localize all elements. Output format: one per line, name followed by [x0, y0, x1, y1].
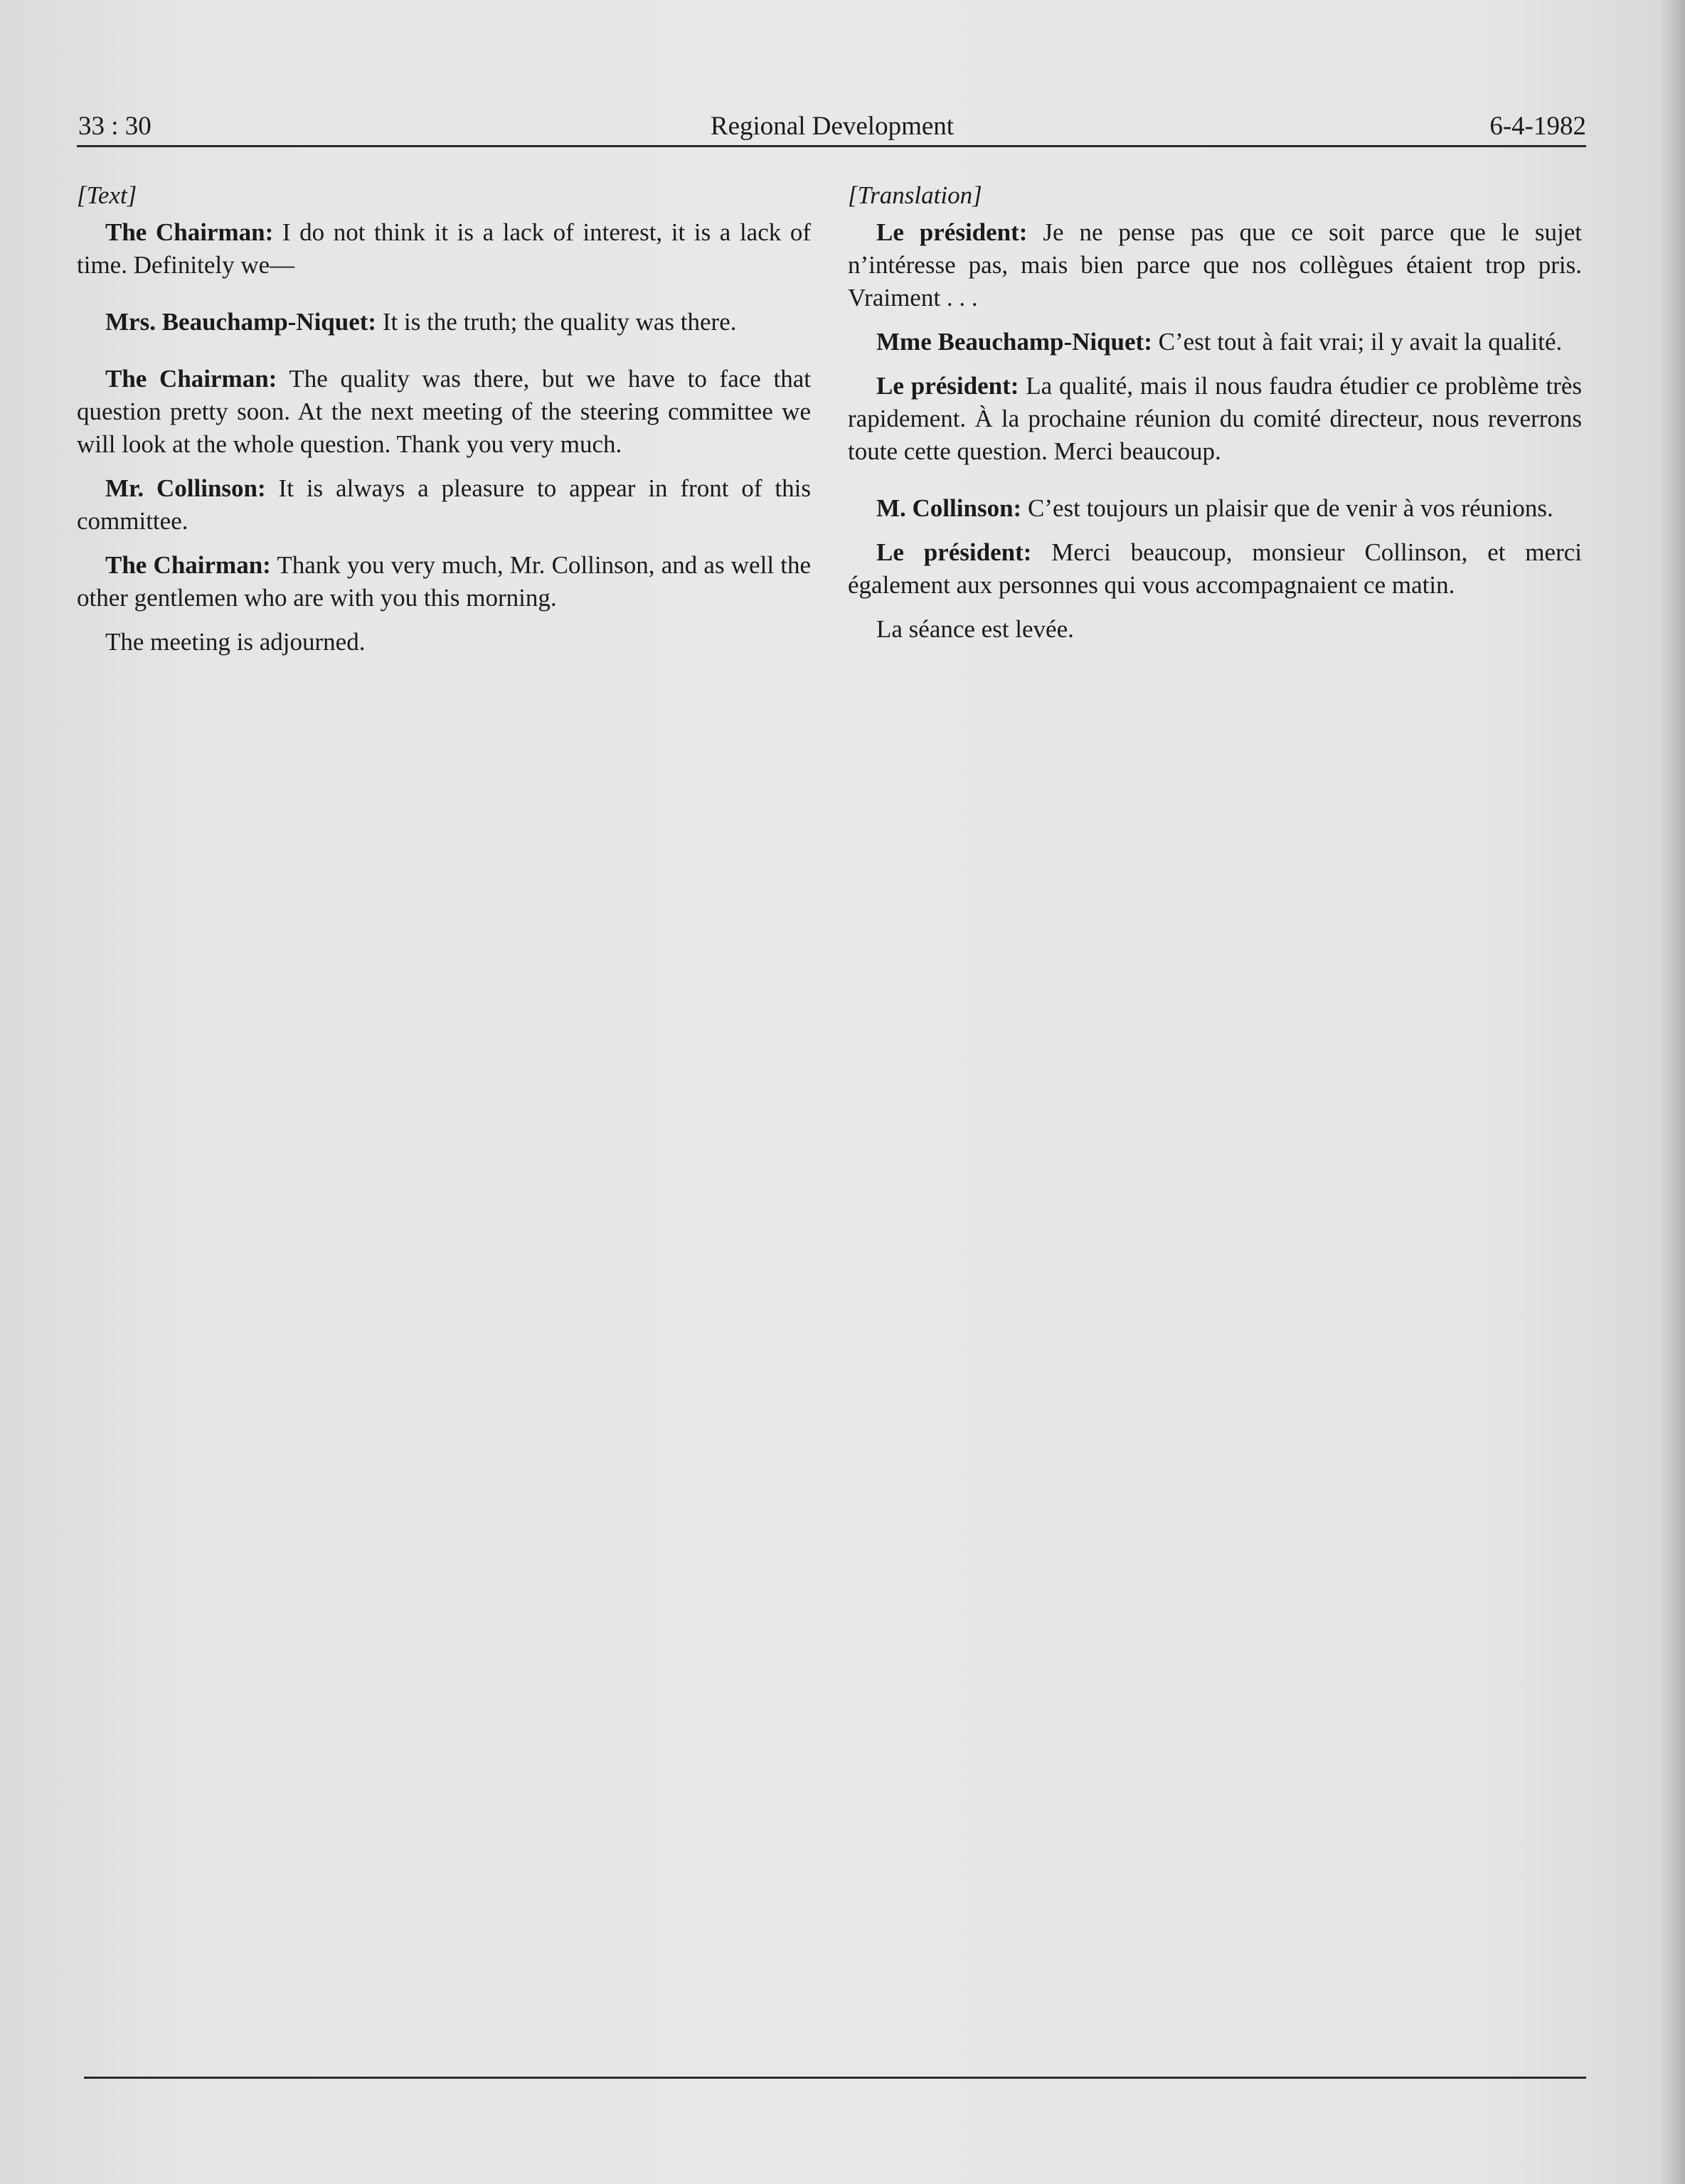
speaker-name: Mr. Collinson: [105, 474, 266, 502]
speaker-name: Le président: [876, 538, 1032, 566]
speech-text: Merci beaucoup, monsieur Collinson, et merci également aux personnes qui vous accompagnaient ce matin. [848, 538, 1582, 599]
speech-text: La séance est levée. [876, 615, 1074, 643]
speech-paragraph [77, 626, 811, 659]
speech-paragraph [848, 613, 1582, 646]
speech-text: It is the truth; the quality was there. [376, 308, 737, 336]
speaker-name: M. Collinson: [876, 494, 1022, 522]
speaker-name: Mme Beauchamp-Niquet: [876, 328, 1152, 356]
footer-rule [84, 2077, 1586, 2079]
page-number: 33 : 30 [78, 112, 152, 141]
speech-paragraph [848, 326, 1582, 358]
speaker-name: Le président: [876, 218, 1028, 246]
running-title: Regional Development [710, 112, 955, 141]
speaker-name: The Chairman: [105, 365, 277, 393]
speech-paragraph [77, 306, 811, 339]
speech-text: C’est toujours un plaisir que de venir à vos réunions. [1021, 494, 1553, 522]
column-label: [Translation] [848, 181, 982, 209]
speaker-name: Le président: [876, 372, 1019, 400]
english-column [77, 179, 811, 670]
speech-text: Je ne pense pas que ce soit parce que le sujet n’intéresse pas, mais bien parce que nos collègues étaient trop pris. Vraiment . . . [848, 218, 1582, 311]
speaker-name: The Chairman: [105, 551, 271, 579]
header-rule [77, 145, 1586, 147]
speaker-name: Mrs. Beauchamp-Niquet: [105, 308, 377, 336]
page-date: 6-4-1982 [1489, 112, 1586, 141]
speech-text: C’est tout à fait vrai; il y avait la qualité. [1152, 328, 1563, 356]
speech-text: I do not think it is a lack of interest, it is a lack of time. Definitely we— [77, 218, 811, 279]
speech-paragraph [77, 549, 811, 614]
speech-text: La qualité, mais il nous faudra étudier ce problème très rapidement. À la prochaine réunion du comité directeur, nous reverrons toute cette question. Merci beaucoup. [848, 372, 1582, 465]
speech-paragraph [848, 492, 1582, 525]
page-edge-shadow [1659, 0, 1685, 2184]
speech-text: It is always a pleasure to appear in front of this committee. [77, 474, 811, 535]
speech-paragraph [848, 370, 1582, 468]
page-header [78, 107, 1586, 147]
speech-text: The quality was there, but we have to face that question pretty soon. At the next meeting of the steering committee we will look at the whole question. Thank you very much. [77, 365, 811, 458]
speech-paragraph [77, 216, 811, 282]
speech-text: Thank you very much, Mr. Collinson, and as well the other gentlemen who are with you this morning. [77, 551, 812, 612]
speech-text: The meeting is adjourned. [105, 628, 366, 656]
speech-paragraph [77, 363, 811, 461]
speech-paragraph [848, 536, 1582, 602]
speaker-name: The Chairman: [105, 218, 274, 246]
french-column [848, 179, 1582, 657]
speech-paragraph [848, 216, 1582, 314]
column-label: [Text] [77, 181, 137, 209]
speech-paragraph [77, 472, 811, 538]
